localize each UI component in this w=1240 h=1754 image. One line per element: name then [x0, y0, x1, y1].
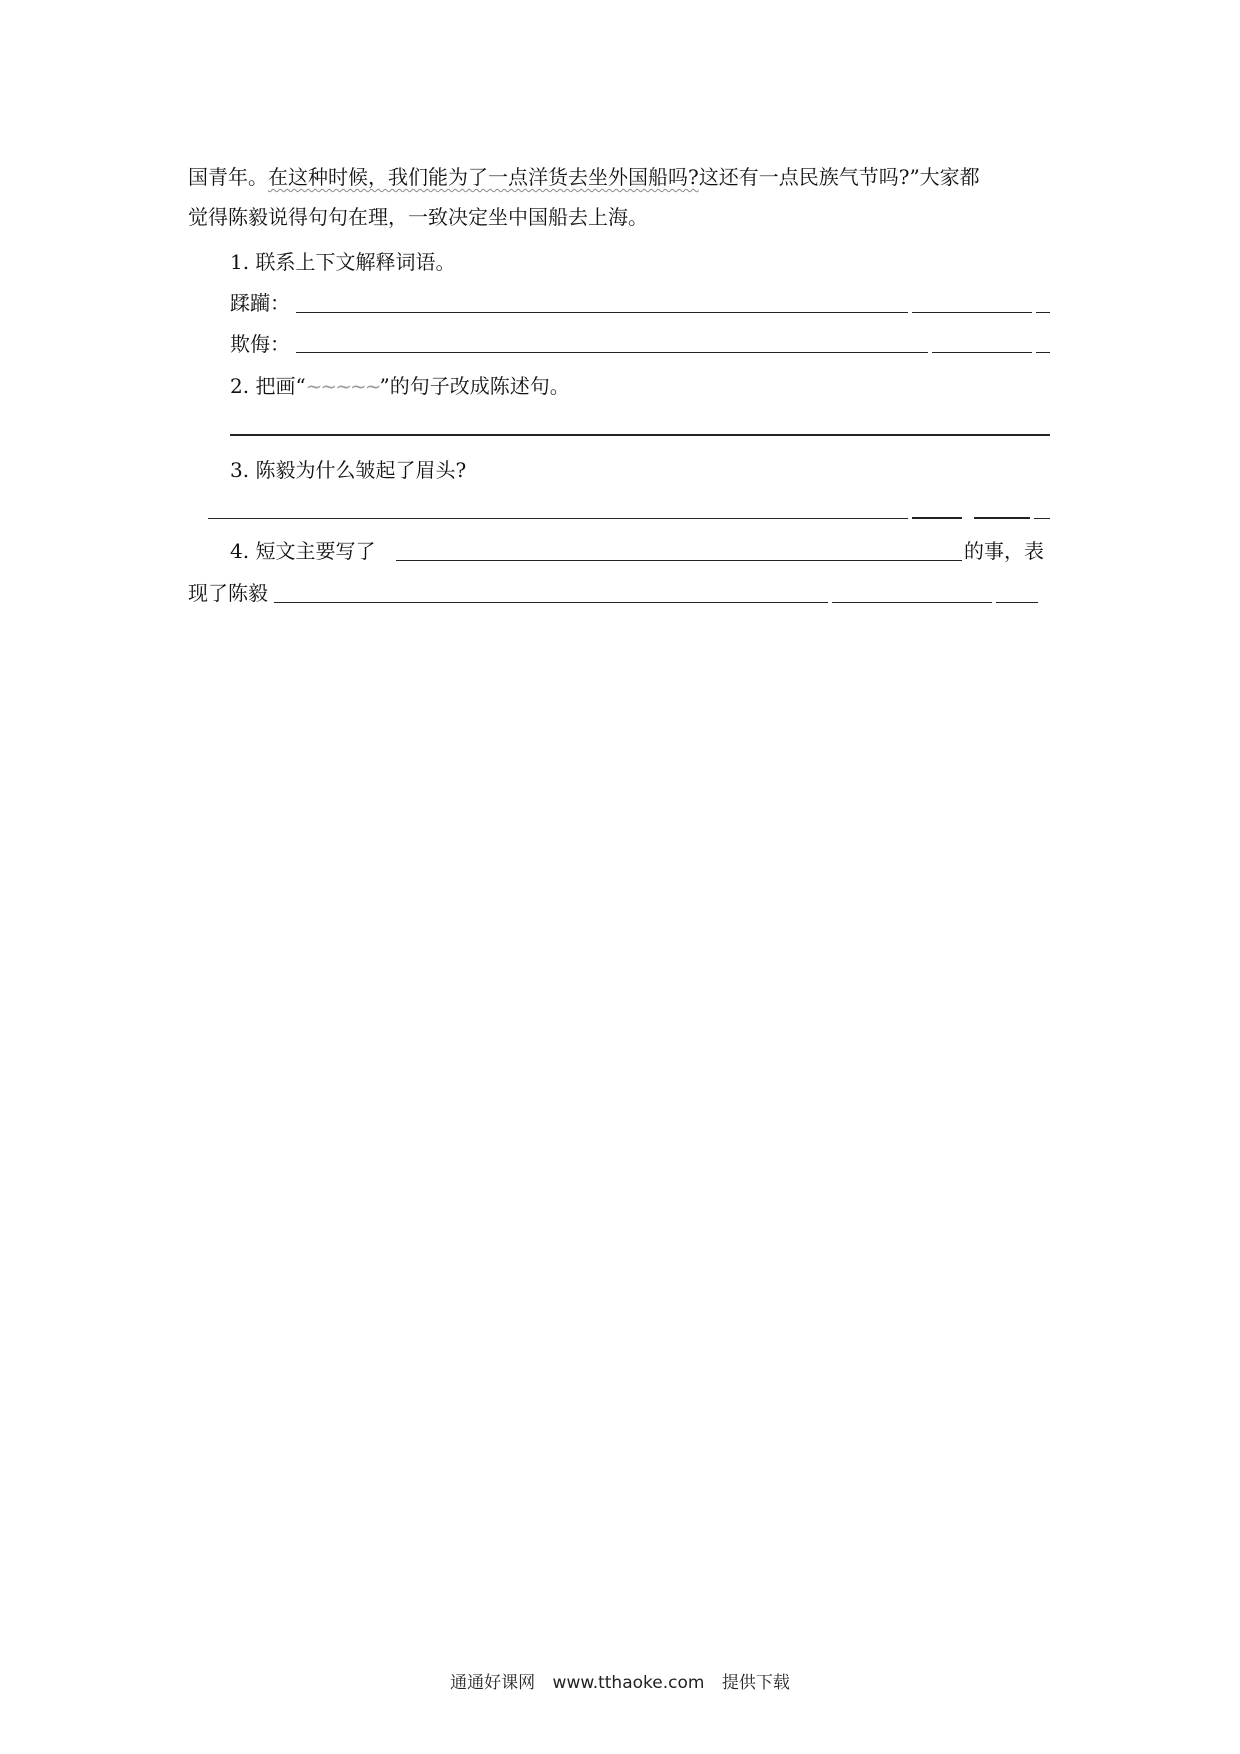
- answer-line-roulin[interactable]: [296, 312, 908, 313]
- answer-line-q4-a[interactable]: [396, 560, 962, 561]
- answer-line-qiwu[interactable]: [296, 352, 928, 353]
- question-2-text: 2. 把画“: [230, 374, 306, 398]
- answer-line-q3-seg2[interactable]: [974, 517, 1030, 519]
- question-4-mid: 的事，表: [964, 539, 1044, 563]
- footer-url[interactable]: www.tthaoke.com: [552, 1673, 705, 1693]
- answer-line-q4-b-end[interactable]: [996, 602, 1038, 603]
- footer-suffix: 提供下载: [721, 1673, 790, 1693]
- wavy-mark: ~~~~~: [305, 374, 380, 398]
- answer-line-q2[interactable]: [230, 434, 1050, 436]
- question-3-prompt: 3. 陈毅为什么皱起了眉头?: [230, 458, 467, 482]
- answer-line-q4-b[interactable]: [274, 602, 828, 603]
- answer-line-q4-b-tail[interactable]: [832, 602, 992, 603]
- passage-text: 国青年。: [188, 165, 268, 189]
- word-label-qiwu: 欺侮：: [230, 332, 290, 356]
- passage-text: 这还有一点民族气节吗?”大家都: [698, 165, 980, 189]
- wavy-underlined-sentence: 在这种时候，我们能为了一点洋货去坐外国船吗?: [268, 165, 699, 189]
- page-footer: [0, 1668, 1240, 1693]
- answer-line-q3-end[interactable]: [1034, 518, 1050, 519]
- word-label-roulin: 蹂躏：: [230, 291, 290, 315]
- question-4-line2: 现了陈毅: [188, 581, 268, 605]
- question-2-text: ”的句子改成陈述句。: [379, 374, 570, 398]
- footer-site-name: 通通好课网: [450, 1673, 536, 1693]
- answer-line-qiwu-end[interactable]: [1036, 352, 1050, 353]
- question-2-prompt: [230, 373, 570, 399]
- answer-line-q3[interactable]: [208, 518, 908, 519]
- answer-line-roulin-tail[interactable]: [912, 312, 1032, 313]
- answer-line-qiwu-tail[interactable]: [932, 352, 1032, 353]
- answer-line-q3-seg[interactable]: [912, 517, 962, 519]
- passage-line-1: [188, 164, 980, 190]
- answer-line-roulin-end[interactable]: [1036, 312, 1050, 313]
- question-4-prompt: 4. 短文主要写了: [230, 539, 376, 563]
- passage-line-2: 觉得陈毅说得句句在理，一致决定坐中国船去上海。: [188, 205, 648, 229]
- question-1-prompt: 1. 联系上下文解释词语。: [230, 250, 456, 274]
